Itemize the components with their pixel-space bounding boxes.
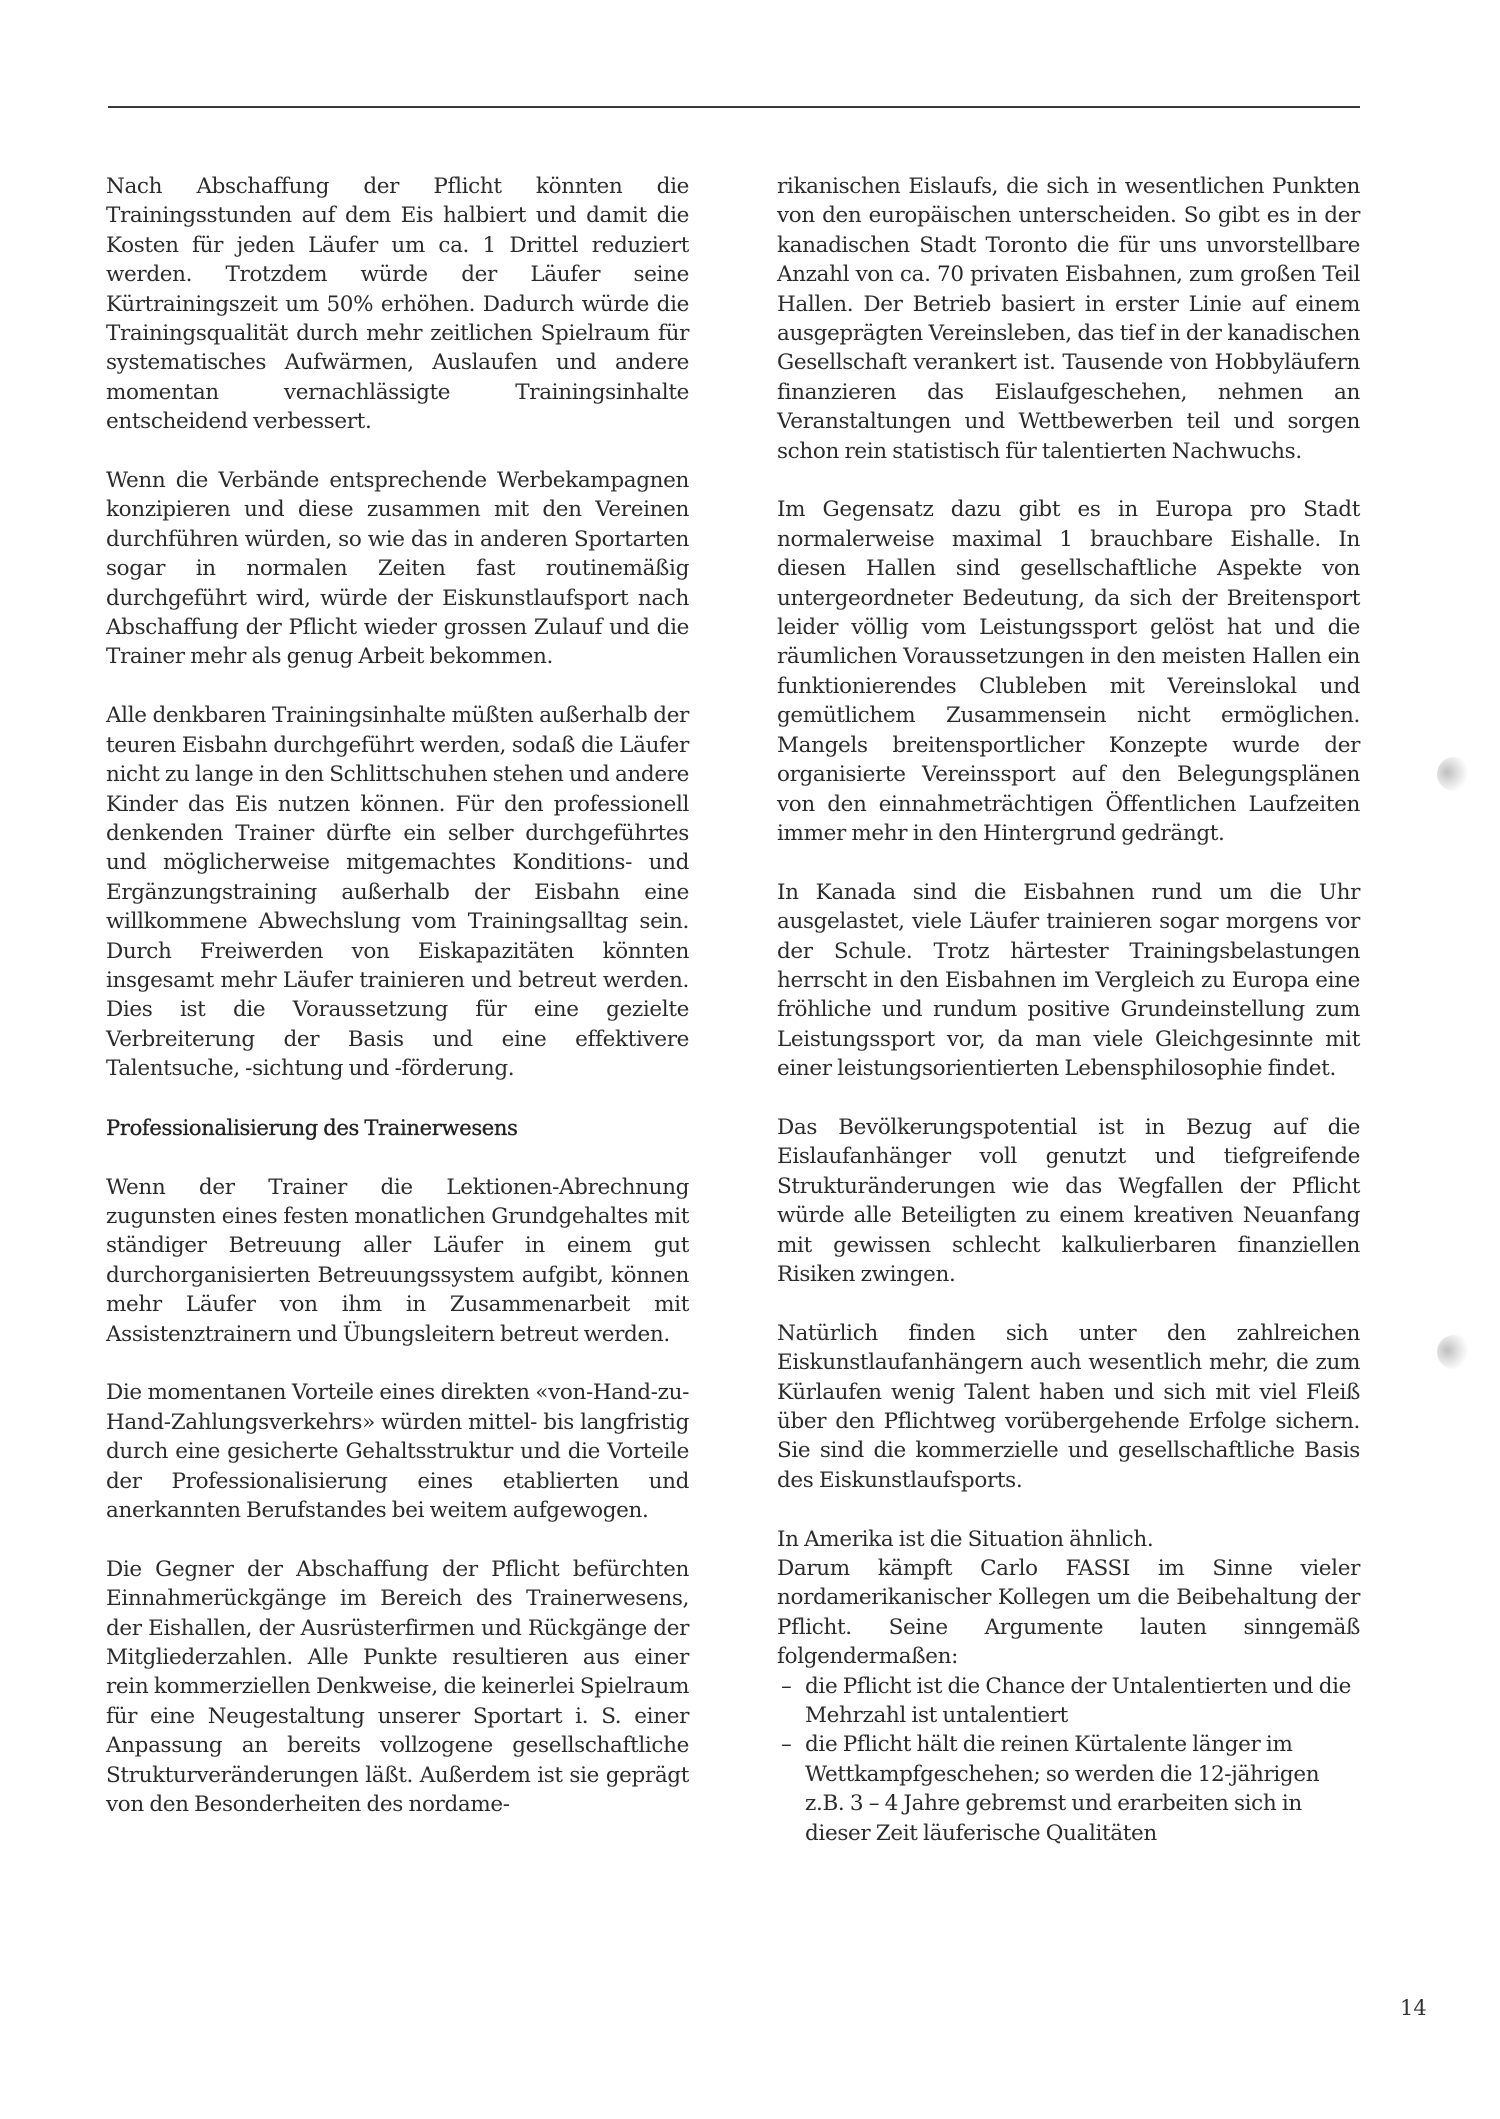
paragraph: Alle denkbaren Trainingsinhalte müßten außerhalb der teuren Eisbahn durchgeführt werden, sodaß die Läufer nicht zu lange in den Schlittschuhen stehen und andere Kinder das Eis nutzen können. Für den professionell denkenden Trainer dürfte ein selber durchgeführtes und möglicherweise mitgemachtes Konditions- und Ergänzungstraining außerhalb der Eisbahn eine willkommene Abwechslung vom Trainingsalltag sein. Durch Freiwerden von Eiskapazitäten könnten insgesamt mehr Läufer trainieren und betreut werden. Dies ist die Voraussetzung für eine gezielte Verbreiterung der Basis und eine effektivere Talentsuche, -sichtung und -förderung. bbox=[106, 703, 689, 1082]
paragraph: rikanischen Eislaufs, die sich in wesentlichen Punkten von den europäischen unterscheiden. So gibt es in der kanadischen Stadt Toronto die für uns unvorstellbare Anzahl von ca. 70 privaten Eisbahnen, zum großen Teil Hallen. Der Betrieb basiert in erster Linie auf einem ausgeprägten Vereinsleben, das tief in der kanadischen Gesellschaft verankert ist. Tausende von Hobbyläufern finanzieren das Eislaufgeschehen, nehmen an Veranstaltungen und Wettbewerben teil und sorgen schon rein statistisch für talentierten Nachwuchs. bbox=[777, 174, 1360, 464]
paragraph-line: In Amerika ist die Situation ähnlich. bbox=[777, 1526, 1154, 1552]
page-number: 14 bbox=[1400, 1996, 1427, 2020]
paragraph: Wenn der Trainer die Lektionen-Abrechnung zugunsten eines festen monatlichen Grundgehaltes mit ständiger Betreuung aller Läufer in einem gut durchorganisierten Betreuungssystem aufgibt, können mehr Läufer von ihm in Zusammenarbeit mit Assistenztrainern und Übungsleitern betreut werden. bbox=[106, 1174, 689, 1347]
paragraph: In Kanada sind die Eisbahnen rund um die Uhr ausgelastet, viele Läufer trainieren sogar morgens vor der Schule. Trotz härtester Trainingsbelastungen herrscht in den Eisbahnen im Vergleich zu Europa eine fröhliche und rundum positive Grundeinstellung zum Leistungssport vor, da man viele Gleichgesinnte mit einer leistungsorientierten Lebensphilosophie findet. bbox=[777, 879, 1360, 1082]
section-heading: Professionalisierung des Trainerwesens bbox=[106, 1115, 518, 1140]
dash-bullet-icon: – bbox=[781, 1673, 792, 1699]
list-item-text: die Pflicht hält die reinen Kürtalente länger im Wettkampfgeschehen; so werden die 12-jährigen z.B. 3 – 4 Jahre gebremst und erarbeiten sich in dieser Zeit läuferische Qualitäten bbox=[805, 1732, 1320, 1846]
dash-bullet-icon: – bbox=[781, 1732, 792, 1758]
paragraph: Wenn die Verbände entsprechende Werbekampagnen konzipieren und diese zusammen mit den Vereinen durchführen würden, so wie das in anderen Sportarten sogar in normalen Zeiten fast routinemäßig durchgeführt wird, würde der Eiskunstlaufsport nach Abschaffung der Pflicht wieder grossen Zulauf und die Trainer mehr als genug Arbeit bekommen. bbox=[106, 468, 689, 670]
right-column bbox=[777, 172, 1360, 1848]
paragraph: Die momentanen Vorteile eines direkten «von-Hand-zu-Hand-Zahlungsverkehrs» würden mittel- bis langfristig durch eine gesicherte Gehaltsstruktur und die Vorteile der Professionalisierung eines etablierten und anerkannten Berufstandes bei weitem aufgewogen. bbox=[106, 1380, 689, 1524]
paragraph: Im Gegensatz dazu gibt es in Europa pro Stadt normalerweise maximal 1 brauchbare Eishalle. In diesen Hallen sind gesellschaftliche Aspekte von untergeordneter Bedeutung, da sich der Breitensport leider völlig vom Leistungssport gelöst hat und die räumlichen Voraussetzungen in den meisten Hallen ein funktionierendes Clubleben mit Vereinslokal und gemütlichem Zusammensein nicht ermöglichen. Mangels breitensportlicher Konzepte wurde der organisierte Vereinssport auf den Belegungsplänen von den einnahmeträchtigen Öffentlichen Laufzeiten immer mehr in den Hintergrund gedrängt. bbox=[777, 497, 1360, 846]
paragraph: Darum kämpft Carlo FASSI im Sinne vieler nordamerikanischer Kollegen um die Beibehaltung der Pflicht. Seine Argumente lauten sinngemäß folgendermaßen: bbox=[777, 1556, 1360, 1670]
list-item bbox=[777, 1730, 1360, 1848]
list-item bbox=[777, 1672, 1360, 1731]
header-rule bbox=[108, 106, 1360, 108]
arguments-list bbox=[777, 1672, 1360, 1848]
punch-hole-icon bbox=[1437, 757, 1471, 791]
list-item-text: die Pflicht ist die Chance der Untalentierten und die Mehrzahl ist untalentiert bbox=[805, 1673, 1352, 1729]
paragraph: Natürlich finden sich unter den zahlreichen Eiskunstlaufanhängern auch wesentlich mehr, die zum Kürlaufen wenig Talent haben und sich mit viel Fleiß über den Pflichtweg vorübergehende Erfolge sichern. Sie sind die kommerzielle und gesellschaftliche Basis des Eiskunstlaufsports. bbox=[777, 1320, 1360, 1493]
paragraph: Nach Abschaffung der Pflicht könnten die Trainingsstunden auf dem Eis halbiert und damit die Kosten für jeden Läufer um ca. 1 Drittel reduziert werden. Trotzdem würde der Läufer seine Kürtrainingszeit um 50% erhöhen. Dadurch würde die Trainingsqualität durch mehr zeitlichen Spielraum für systematisches Aufwärmen, Auslaufen und andere momentan vernachlässigte Trainingsinhalte entscheidend verbessert. bbox=[106, 174, 689, 435]
punch-hole-icon bbox=[1437, 1335, 1471, 1369]
paragraph: Die Gegner der Abschaffung der Pflicht befürchten Einnahmerückgänge im Bereich des Trainerwesens, der Eishallen, der Ausrüsterfirmen und Rückgänge der Mitgliederzahlen. Alle Punkte resultieren aus einer rein kommerziellen Denkweise, die keinerlei Spielraum für eine Neugestaltung unserer Sportart i. S. einer Anpassung an bereits vollzogene gesellschaftliche Strukturveränderungen läßt. Außerdem ist sie geprägt von den Besonderheiten des nordame- bbox=[106, 1556, 689, 1818]
left-column bbox=[106, 172, 689, 1849]
paragraph: Das Bevölkerungspotential ist in Bezug auf die Eislaufanhänger voll genutzt und tiefgreifende Strukturänderungen wie das Wegfallen der Pflicht würde alle Beteiligten zu einem kreativen Neuanfang mit gewissen schlecht kalkulierbaren finanziellen Risiken zwingen. bbox=[777, 1114, 1360, 1287]
